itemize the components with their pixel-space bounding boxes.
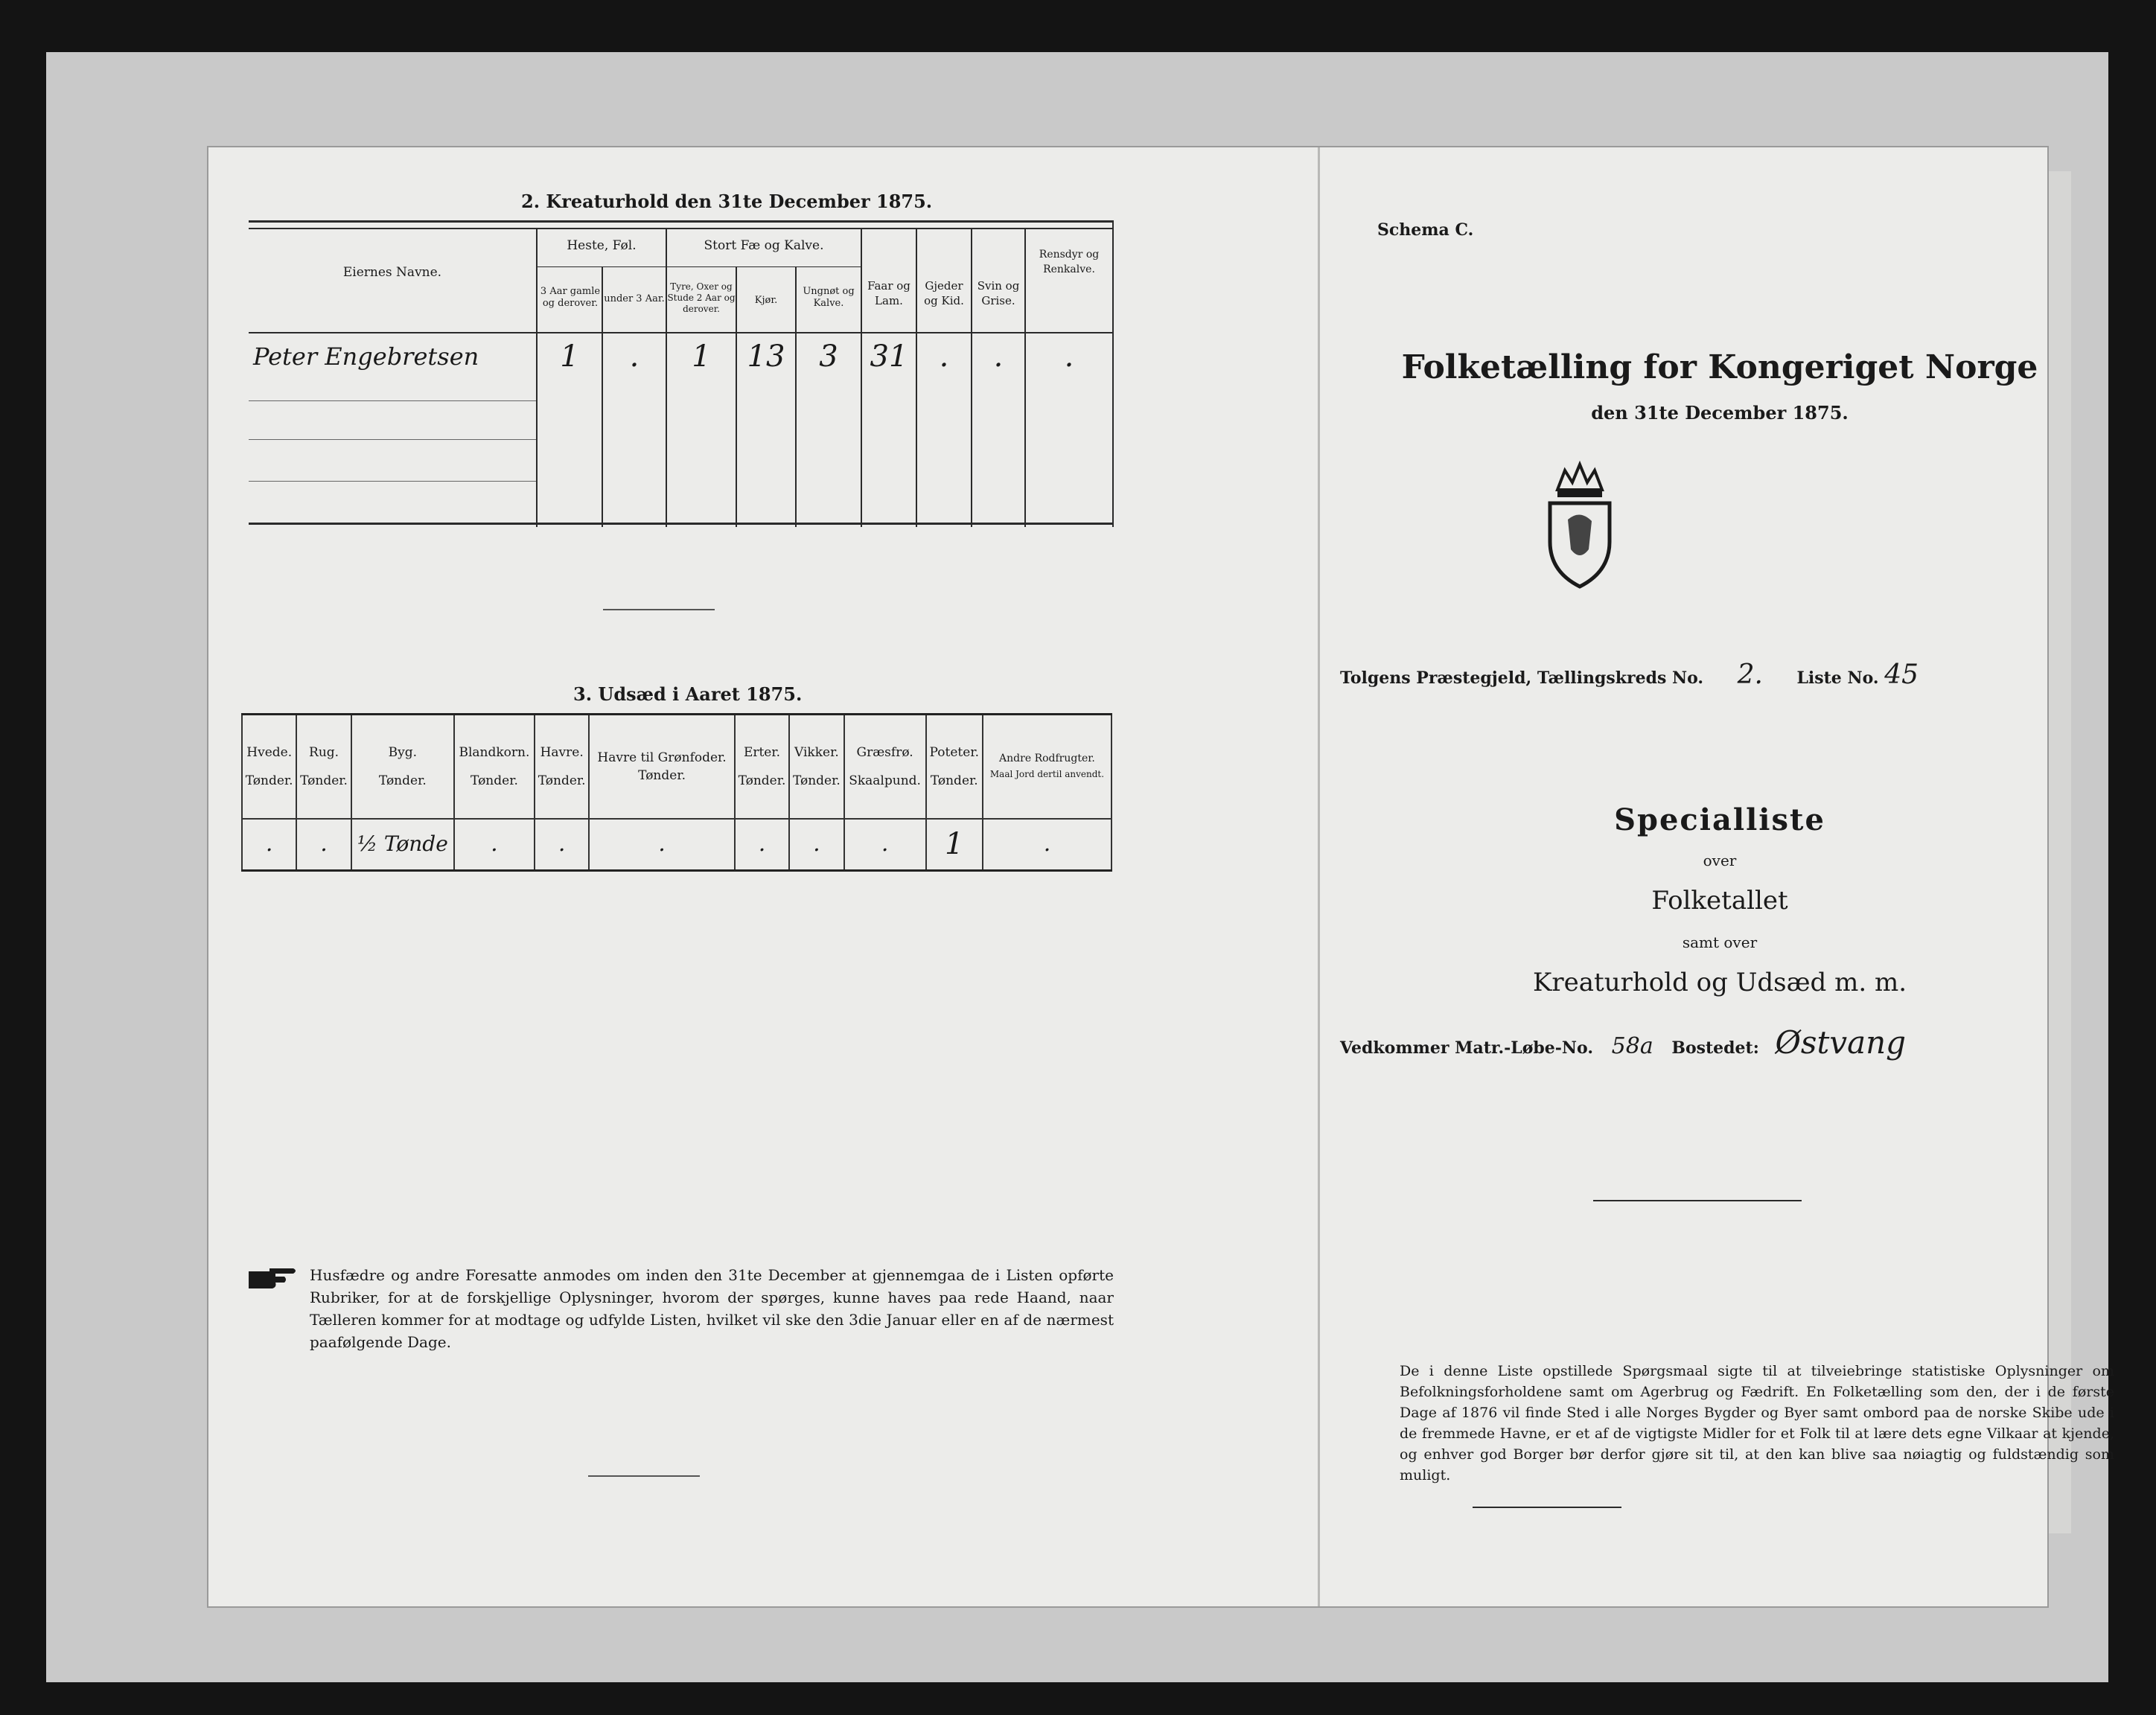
rule	[916, 229, 917, 527]
seed-header: Rug. Tønder.	[296, 715, 351, 819]
rule	[249, 481, 536, 482]
header-horses-sub1: 3 Aar gamle og derover.	[540, 286, 601, 309]
value-goats: .	[939, 339, 949, 374]
header-goats: Gjeder og Kid.	[924, 279, 964, 307]
seed-header: Andre Rodfrugter. Maal Jord dertil anvendt.	[983, 715, 1112, 819]
seed-header: Poteter. Tønder.	[926, 715, 983, 819]
main-title: Folketælling for Kongeriget Norge	[1401, 348, 2038, 386]
rule	[249, 220, 1112, 223]
rule	[1593, 1200, 1802, 1201]
owner-name: Peter Engebretsen	[253, 342, 479, 371]
header-horses: Heste, Føl.	[567, 238, 637, 253]
seed-header: Erter. Tønder.	[735, 715, 789, 819]
seed-header: Havre til Grønfoder. Tønder.	[589, 715, 734, 819]
seed-value: .	[735, 819, 789, 871]
value-horses-young: .	[629, 339, 640, 374]
seed-value-row	[242, 819, 1112, 871]
header-sheep: Faar og Lam.	[867, 279, 910, 307]
matr-number: 58a	[1611, 1033, 1653, 1059]
header-cattle: Stort Fæ og Kalve.	[704, 238, 824, 253]
seed-value: .	[535, 819, 589, 871]
seed-header: Blandkorn. Tønder.	[454, 715, 535, 819]
seed-header: Byg. Tønder.	[351, 715, 454, 819]
value-cattle-young: 3	[819, 339, 838, 374]
seed-header: Græsfrø. Skaalpund.	[844, 715, 926, 819]
instruction-note: Husfædre og andre Foresatte anmodes om inden den 31te December at gjennemgaa de i Listen opførte Rubriker, for at de forskjellige Oplysninger, hvorom der spørges, kunne haves paa rede Haand, naar Tælleren kommer for at modtage og udfylde Listen, hvilket vil ske den 3die Januar eller en af de nærmest paafølgende Dage.	[310, 1266, 1114, 1351]
pointing-hand-icon	[247, 1264, 299, 1294]
seed-value: .	[844, 819, 926, 871]
value-pigs: .	[993, 339, 1004, 374]
seed-value: ½ Tønde	[351, 819, 454, 871]
header-owner: Eiernes Navne.	[342, 265, 442, 280]
samt-over-label: samt over	[1682, 933, 1758, 951]
value-cattle-bulls: 1	[692, 339, 711, 374]
bosted-value: Østvang	[1775, 1024, 1907, 1061]
schema-label: Schema C.	[1377, 220, 1474, 240]
header-cattle-sub2: Kjør.	[754, 295, 778, 306]
header-cattle-sub3: Ungnøt og Kalve.	[803, 286, 855, 309]
parish-line: Tolgens Præstegjeld, Tællingskreds No. 2. Liste No. 45	[1340, 660, 1919, 690]
kreaturhold-label: Kreaturhold og Udsæd m. m.	[1532, 968, 1907, 997]
folketallet-label: Folketallet	[1651, 886, 1788, 916]
district-number: 2.	[1737, 660, 1763, 690]
header-pigs: Svin og Grise.	[977, 279, 1020, 307]
rule	[249, 523, 1112, 525]
seed-value: 1	[926, 819, 983, 871]
over-label: over	[1703, 852, 1737, 869]
rule	[536, 229, 538, 527]
list-number: 45	[1884, 660, 1919, 690]
rule	[666, 229, 667, 527]
rule	[1112, 220, 1114, 527]
main-subtitle: den 31te December 1875.	[1591, 402, 1849, 424]
census-sheet	[208, 147, 2114, 1606]
rule	[588, 1475, 700, 1477]
coat-of-arms-icon	[1535, 460, 1624, 594]
seed-header: Hvede. Tønder.	[242, 715, 296, 819]
seed-value: .	[242, 819, 296, 871]
value-sheep: 31	[870, 339, 908, 374]
seed-value: .	[589, 819, 734, 871]
rule	[249, 228, 1112, 229]
section-2-title: 2. Kreaturhold den 31te December 1875.	[521, 191, 933, 212]
seed-table	[241, 713, 1112, 872]
rule	[536, 266, 861, 267]
matr-line: Vedkommer Matr.-Løbe-No. 58a Bostedet: Østvang	[1340, 1024, 1907, 1061]
value-cattle-cows: 13	[747, 339, 785, 374]
footnote-text: De i denne Liste opstillede Spørgsmaal sigte til at tilveiebringe statistiske Oplysninger om Befolkningsforholdene samt om Agerbrug og Fædrift. En Folketælling som den, der i de første Dage af 1876 vil finde Sted i alle Norges Bygder og Byer samt ombord paa de norske Skibe ude i de fremmede Havne, er et af de vigtigste Midler for et Folk til at lære dets egne Vilkaar at kjende, og enhver god Borger bør derfor gjøre sit til, at den kan blive saa nøiagtig og fuldstændig som muligt.	[1400, 1363, 2114, 1484]
value-reindeer: .	[1064, 339, 1074, 374]
section-3-title: 3. Udsæd i Aaret 1875.	[573, 683, 803, 705]
page-fold	[1318, 147, 1320, 1606]
seed-value: .	[983, 819, 1112, 871]
rule	[602, 266, 603, 527]
rule	[249, 439, 536, 440]
header-horses-sub2: under 3 Aar.	[604, 293, 665, 304]
seed-header: Havre. Tønder.	[535, 715, 589, 819]
rule	[861, 229, 862, 527]
seed-value: .	[789, 819, 843, 871]
seed-header-row	[242, 715, 1112, 819]
rule	[971, 229, 972, 527]
rule	[603, 609, 715, 610]
special-list-title: Specialliste	[1614, 802, 1825, 837]
seed-value: .	[454, 819, 535, 871]
value-horses-old: 1	[560, 339, 579, 374]
rule	[249, 332, 1112, 333]
seed-header: Vikker. Tønder.	[789, 715, 843, 819]
rule	[249, 400, 536, 401]
header-cattle-sub1: Tyre, Oxer og Stude 2 Aar og derover.	[667, 281, 736, 314]
seed-value: .	[296, 819, 351, 871]
header-reindeer: Rensdyr og Renkalve.	[1039, 249, 1100, 275]
rule	[1473, 1507, 1621, 1508]
